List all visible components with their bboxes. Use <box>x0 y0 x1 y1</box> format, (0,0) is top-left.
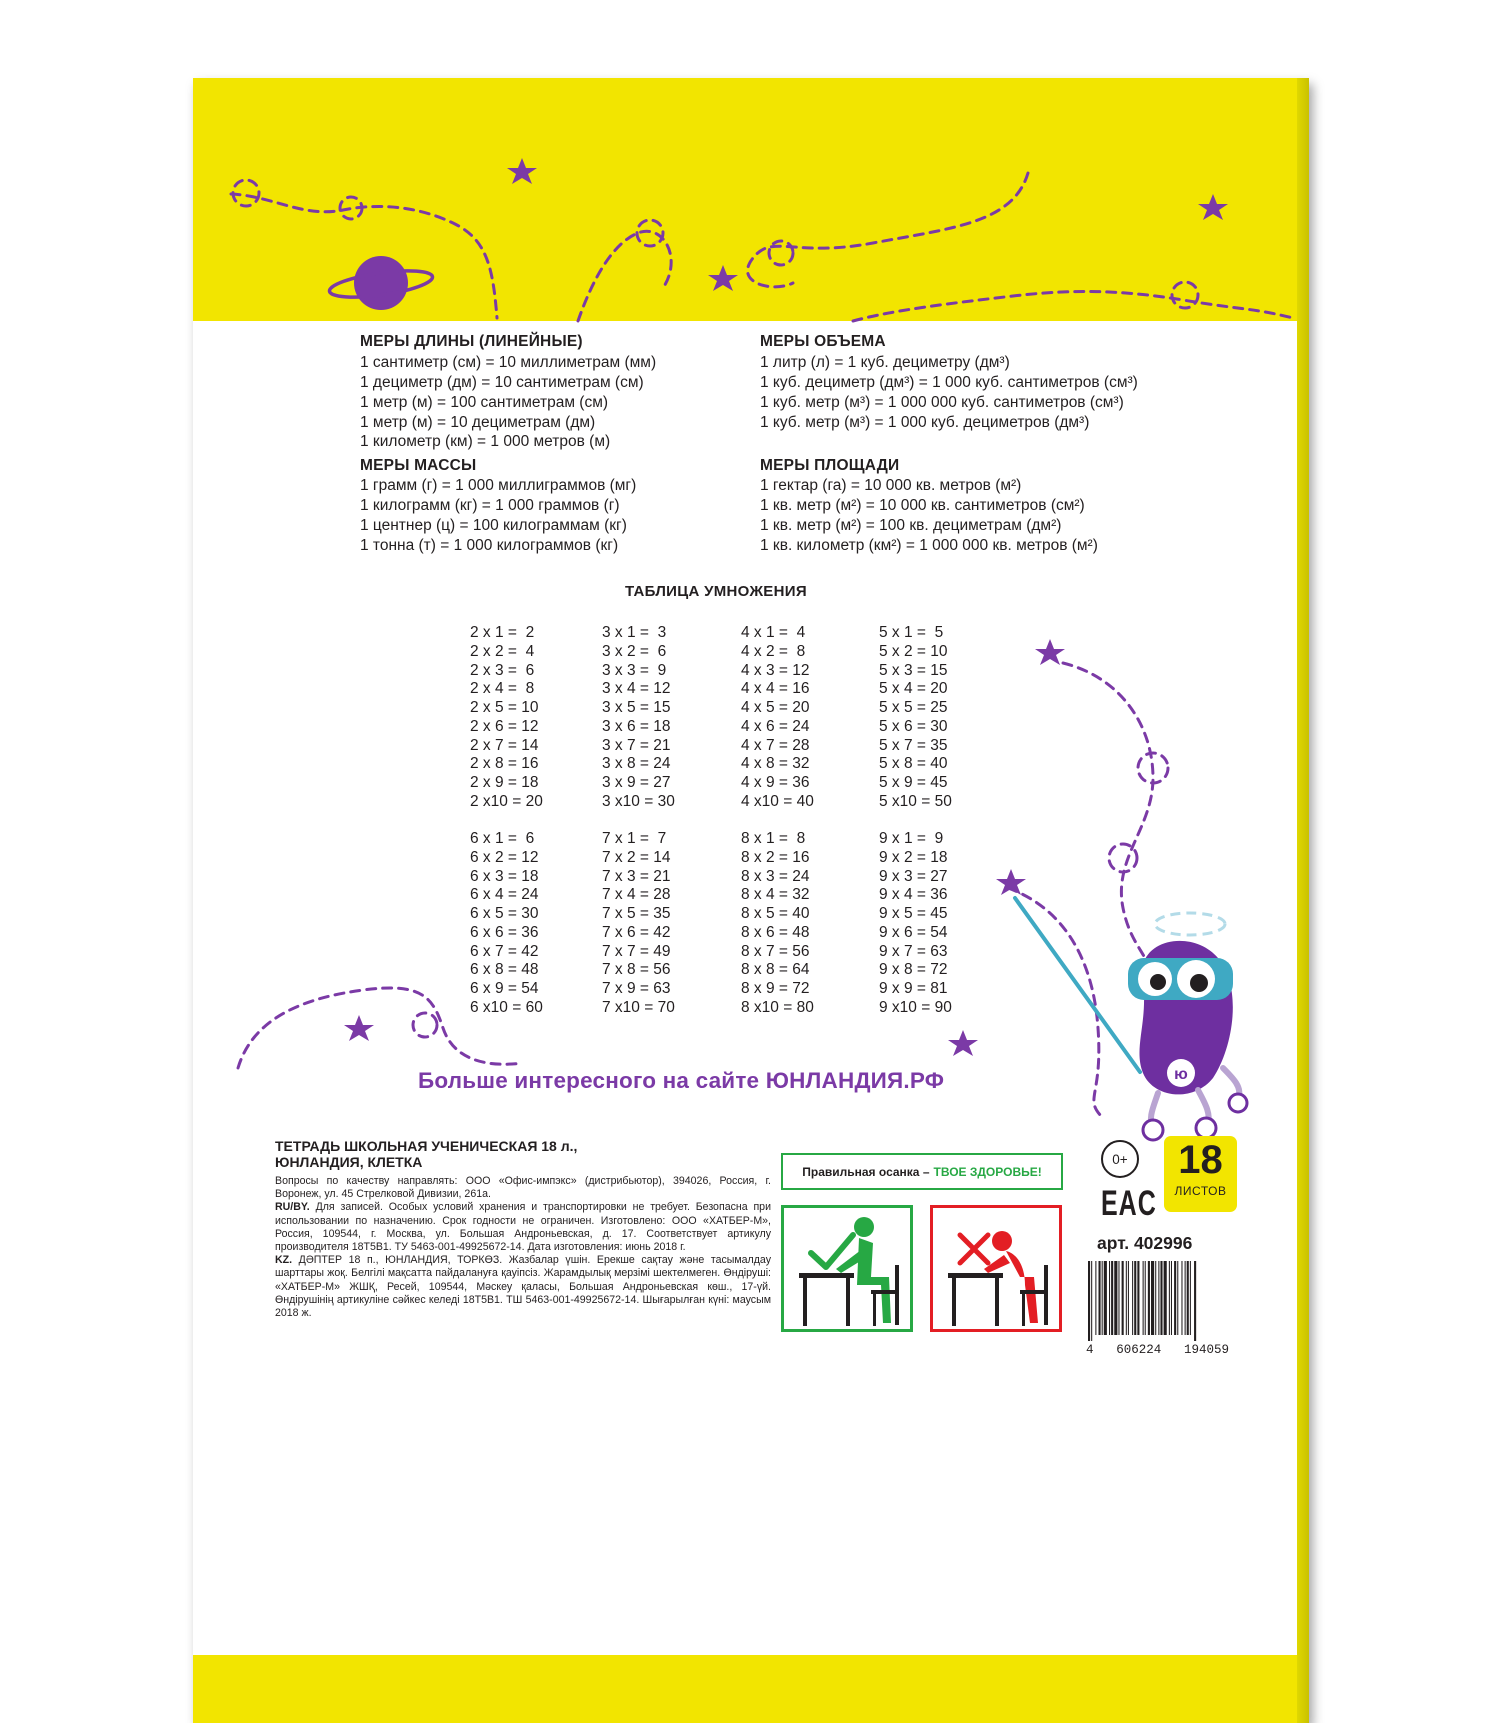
barcode-bar <box>1171 1261 1172 1335</box>
multiplication-row: 6 x 2 = 12 <box>470 848 539 866</box>
age-rating-badge: 0+ <box>1101 1140 1139 1178</box>
barcode-bar <box>1095 1261 1096 1335</box>
barcode-bar <box>1137 1261 1139 1335</box>
multiplication-row: 2 x 7 = 14 <box>470 736 539 754</box>
multiplication-row: 2 x 4 = 8 <box>470 680 535 698</box>
multiplication-column <box>470 830 543 1018</box>
star-icon <box>1198 194 1228 220</box>
legal-info <box>275 1175 771 1320</box>
barcode-digit-group: 4 <box>1086 1343 1094 1357</box>
multiplication-column <box>879 830 952 1018</box>
multiplication-row: 9 x10 = 90 <box>879 998 952 1016</box>
multiplication-row: 4 x 8 = 32 <box>741 755 810 773</box>
star-icon <box>708 265 738 291</box>
barcode-bar <box>1128 1261 1129 1335</box>
mass-line: 1 тонна (т) = 1 000 килограммов (кг) <box>360 537 619 554</box>
multiplication-row: 2 x 3 = 6 <box>470 661 535 679</box>
legal-lead: RU/BY. <box>275 1201 310 1214</box>
multiplication-row: 9 x 9 = 81 <box>879 980 948 997</box>
multiplication-row: 9 x 5 = 45 <box>879 905 948 922</box>
website-promo[interactable]: Больше интересного на сайте ЮНЛАНДИЯ.РФ <box>418 1068 945 1093</box>
volume-line: 1 куб. метр (м³) = 1 000 000 куб. сантиметров (см³) <box>760 394 1124 411</box>
barcode-bar <box>1126 1261 1127 1335</box>
barcode-bar <box>1169 1261 1170 1335</box>
barcode-bar <box>1148 1261 1150 1335</box>
posture-label: Правильная осанка – <box>802 1164 930 1179</box>
barcode-bar <box>1099 1261 1101 1335</box>
multiplication-row: 6 x 6 = 36 <box>470 923 539 941</box>
star-icon <box>1035 639 1065 665</box>
multiplication-row: 4 x 9 = 36 <box>741 774 810 791</box>
legal-lead: KZ. <box>275 1254 293 1267</box>
multiplication-row: 9 x 1 = 9 <box>879 830 944 847</box>
area-measures-title: МЕРЫ ПЛОЩАДИ <box>760 457 900 474</box>
planet-icon <box>328 256 434 310</box>
multiplication-row: 4 x 1 = 4 <box>741 624 806 641</box>
multiplication-row: 8 x 3 = 24 <box>741 867 810 885</box>
barcode-digit-group: 194059 <box>1183 1343 1229 1357</box>
multiplication-row: 9 x 3 = 27 <box>879 867 948 885</box>
barcode-bar <box>1177 1261 1178 1335</box>
multiplication-row: 2 x 1 = 2 <box>470 624 535 641</box>
star-icon <box>948 1030 978 1056</box>
multiplication-row: 3 x 4 = 12 <box>602 680 671 698</box>
multiplication-row: 8 x 8 = 64 <box>741 961 810 979</box>
mass-line: 1 центнер (ц) = 100 килограммам (кг) <box>360 517 627 534</box>
barcode-bar <box>1118 1261 1119 1335</box>
multiplication-row: 9 x 6 = 54 <box>879 923 948 941</box>
article-number: арт. 402996 <box>1097 1233 1193 1253</box>
multiplication-row: 5 x 7 = 35 <box>879 736 948 754</box>
barcode-bar <box>1151 1261 1154 1335</box>
multiplication-row: 3 x 8 = 24 <box>602 755 671 773</box>
multiplication-row: 4 x 2 = 8 <box>741 642 806 660</box>
multiplication-row: 4 x 7 = 28 <box>741 736 810 754</box>
multiplication-table-title: ТАБЛИЦА УМНОЖЕНИЯ <box>625 583 807 600</box>
volume-line: 1 куб. дециметр (дм³) = 1 000 куб. сантиметров (см³) <box>760 374 1138 391</box>
star-icon <box>996 869 1026 895</box>
multiplication-row: 7 x10 = 70 <box>602 998 675 1016</box>
multiplication-row: 8 x 1 = 8 <box>741 830 806 847</box>
area-line: 1 кв. метр (м²) = 100 кв. дециметрам (дм²) <box>760 517 1062 534</box>
multiplication-row: 8 x 5 = 40 <box>741 905 810 922</box>
length-line: 1 сантиметр (см) = 10 миллиметрам (мм) <box>360 354 657 371</box>
multiplication-row: 6 x 9 = 54 <box>470 980 539 997</box>
legal-paragraph <box>275 1201 771 1254</box>
legal-paragraph: Вопросы по качеству направлять: ООО «Офис-импэкс» (дистрибьютор), 394026, Россия, г. Воронеж, ул. 45 Стрелковой Дивизии, 261а. <box>275 1175 771 1201</box>
multiplication-row: 5 x 1 = 5 <box>879 624 944 641</box>
length-line: 1 дециметр (дм) = 10 сантиметрам (см) <box>360 374 644 391</box>
multiplication-row: 6 x 7 = 42 <box>470 942 539 960</box>
multiplication-row: 6 x10 = 60 <box>470 998 543 1016</box>
legal-text: Для записей. Особых условий хранения и транспортировки не требует. Безопасна при использовании по назначению. Срок годности не ограничен. Изготовлено: ООО «ХАТБЕР-М», Россия, 109544, г. Москва, ул. Большая Андроньевская, д. 17. Соответствует артикулу производителя 18Т5В1. ТУ 5463-001-49925672-14. Дата изготовления: июнь 2018 г. <box>275 1201 771 1254</box>
barcode-bar <box>1132 1261 1133 1335</box>
multiplication-column <box>470 624 543 812</box>
multiplication-column <box>602 624 675 812</box>
barcode-bar <box>1088 1261 1090 1341</box>
multiplication-row: 2 x 2 = 4 <box>470 642 535 660</box>
multiplication-row: 2 x 6 = 12 <box>470 717 539 735</box>
barcode-bar <box>1143 1261 1144 1335</box>
multiplication-row: 8 x10 = 80 <box>741 998 814 1016</box>
multiplication-row: 4 x 4 = 16 <box>741 680 810 698</box>
product-title <box>275 1139 695 1170</box>
multiplication-column <box>741 830 814 1018</box>
multiplication-row: 2 x10 = 20 <box>470 792 543 810</box>
barcode <box>1086 1261 1229 1341</box>
mascot-badge-letter: ю <box>1174 1066 1188 1083</box>
multiplication-row: 7 x 7 = 49 <box>602 942 671 960</box>
barcode-digits <box>1086 1343 1229 1357</box>
multiplication-row: 6 x 5 = 30 <box>470 905 539 922</box>
barcode-bar <box>1190 1261 1191 1335</box>
volume-line: 1 литр (л) = 1 куб. дециметру (дм³) <box>760 354 1010 371</box>
multiplication-row: 3 x 3 = 9 <box>602 661 667 679</box>
certification-marks <box>1101 1140 1157 1224</box>
barcode-bar <box>1164 1261 1167 1335</box>
multiplication-row: 2 x 9 = 18 <box>470 774 539 791</box>
multiplication-row: 5 x 4 = 20 <box>879 680 948 698</box>
star-icon <box>507 158 537 184</box>
area-line: 1 кв. километр (км²) = 1 000 000 кв. метров (м²) <box>760 537 1098 554</box>
multiplication-row: 4 x10 = 40 <box>741 792 814 810</box>
multiplication-row: 5 x 8 = 40 <box>879 755 948 773</box>
notebook-back-cover <box>193 78 1309 1723</box>
multiplication-row: 8 x 9 = 72 <box>741 980 810 997</box>
area-line: 1 кв. метр (м²) = 10 000 кв. сантиметров (см²) <box>760 497 1085 514</box>
barcode-bar <box>1181 1261 1182 1335</box>
multiplication-row: 5 x 9 = 45 <box>879 774 948 791</box>
sheets-count-badge <box>1164 1136 1237 1212</box>
multiplication-row: 7 x 8 = 56 <box>602 961 671 979</box>
multiplication-column <box>879 624 952 812</box>
barcode-bar <box>1158 1261 1159 1335</box>
mass-line: 1 килограмм (кг) = 1 000 граммов (г) <box>360 497 620 514</box>
multiplication-row: 4 x 5 = 20 <box>741 699 810 716</box>
barcode-bar <box>1104 1261 1107 1335</box>
barcode-bar <box>1122 1261 1124 1335</box>
multiplication-row: 9 x 4 = 36 <box>879 886 948 904</box>
posture-badge <box>781 1153 1063 1190</box>
barcode-bar <box>1145 1261 1146 1335</box>
barcode-bar <box>1194 1261 1196 1341</box>
multiplication-row: 7 x 4 = 28 <box>602 886 671 904</box>
posture-accent: ТВОЕ ЗДОРОВЬЕ! <box>933 1164 1042 1179</box>
star-icon <box>344 1015 374 1041</box>
multiplication-row: 3 x 2 = 6 <box>602 642 667 660</box>
multiplication-row: 7 x 3 = 21 <box>602 867 671 885</box>
barcode-bar <box>1187 1261 1189 1335</box>
mass-line: 1 грамм (г) = 1 000 миллиграммов (мг) <box>360 477 637 494</box>
length-measures-title: МЕРЫ ДЛИНЫ (ЛИНЕЙНЫЕ) <box>360 333 583 350</box>
multiplication-row: 4 x 6 = 24 <box>741 717 810 735</box>
multiplication-row: 3 x 5 = 15 <box>602 699 671 716</box>
mass-measures-title: МЕРЫ МАССЫ <box>360 457 477 474</box>
barcode-bar <box>1134 1261 1136 1335</box>
barcode-bar <box>1109 1261 1110 1335</box>
product-title-line: ТЕТРАДЬ ШКОЛЬНАЯ УЧЕНИЧЕСКАЯ 18 л., <box>275 1138 578 1154</box>
multiplication-row: 6 x 8 = 48 <box>470 961 539 979</box>
multiplication-row: 5 x 2 = 10 <box>879 642 948 660</box>
multiplication-row: 7 x 6 = 42 <box>602 923 671 941</box>
length-line: 1 метр (м) = 10 дециметрам (дм) <box>360 414 596 431</box>
legal-text: ДӘПТЕР 18 п., ЮНЛАНДИЯ, ТОРКӨЗ. Жазбалар үшін. Ерекше сақтау және тасымалдау шарттары жоқ. Белгілі мақсатта пайдалануға қауіпсіз. Жарамдылық мерзімі шектелмеген. Өндіруші: «ХАТБЕР-М» ЖШҚ, Ресей, 109544, Мәскеу қаласы, Большая Андроньевская көш., 17-үй. Өндірушінің артикуліне сәйкес келеді 18Т5В1. ТШ 5463-001-49925672-14. Шығарылған күні: маусым 2018 ж. <box>275 1254 771 1320</box>
multiplication-row: 3 x 7 = 21 <box>602 736 671 754</box>
multiplication-row: 7 x 5 = 35 <box>602 905 671 922</box>
multiplication-row: 7 x 2 = 14 <box>602 848 671 866</box>
multiplication-row: 8 x 7 = 56 <box>741 942 810 960</box>
multiplication-row: 6 x 4 = 24 <box>470 886 539 904</box>
multiplication-row: 3 x 6 = 18 <box>602 717 671 735</box>
multiplication-row: 5 x 5 = 25 <box>879 699 948 716</box>
multiplication-row: 9 x 8 = 72 <box>879 961 948 979</box>
multiplication-row: 3 x 9 = 27 <box>602 774 671 791</box>
multiplication-row: 6 x 3 = 18 <box>470 867 539 885</box>
barcode-bar <box>1155 1261 1156 1335</box>
length-line: 1 километр (км) = 1 000 метров (м) <box>360 433 611 450</box>
multiplication-column <box>602 830 675 1018</box>
multiplication-row: 2 x 5 = 10 <box>470 699 539 716</box>
legal-paragraph <box>275 1254 771 1320</box>
barcode-bar <box>1111 1261 1113 1335</box>
multiplication-row: 7 x 9 = 63 <box>602 980 671 997</box>
multiplication-row: 3 x10 = 30 <box>602 792 675 810</box>
length-line: 1 метр (м) = 100 сантиметрам (см) <box>360 394 609 411</box>
multiplication-row: 5 x10 = 50 <box>879 792 952 810</box>
mascot-character <box>1128 913 1247 1140</box>
multiplication-row: 8 x 6 = 48 <box>741 923 810 941</box>
barcode-bar <box>1174 1261 1176 1335</box>
multiplication-row: 4 x 3 = 12 <box>741 661 810 679</box>
multiplication-row: 7 x 1 = 7 <box>602 830 667 847</box>
pointer-stick <box>1015 898 1140 1072</box>
multiplication-row: 5 x 6 = 30 <box>879 717 948 735</box>
multiplication-row: 5 x 3 = 15 <box>879 661 948 679</box>
multiplication-row: 2 x 8 = 16 <box>470 755 539 773</box>
area-line: 1 гектар (га) = 10 000 кв. метров (м²) <box>760 477 1022 494</box>
eac-mark: EAC <box>1101 1184 1157 1224</box>
multiplication-row: 8 x 2 = 16 <box>741 848 810 866</box>
multiplication-row: 9 x 2 = 18 <box>879 848 948 866</box>
barcode-digit-group: 606224 <box>1116 1343 1162 1357</box>
volume-measures-title: МЕРЫ ОБЪЕМА <box>760 333 886 350</box>
correct-posture-box <box>781 1205 913 1332</box>
barcode-bar <box>1091 1261 1092 1341</box>
barcode-bar <box>1102 1261 1103 1335</box>
barcode-bar <box>1185 1261 1186 1335</box>
sheets-label: ЛИСТОВ <box>1174 1184 1227 1198</box>
multiplication-row: 9 x 7 = 63 <box>879 942 948 960</box>
multiplication-column <box>741 624 814 812</box>
volume-line: 1 куб. метр (м³) = 1 000 куб. дециметров (дм³) <box>760 414 1090 431</box>
multiplication-row: 6 x 1 = 6 <box>470 830 535 847</box>
barcode-bar <box>1114 1261 1117 1335</box>
multiplication-row: 8 x 4 = 32 <box>741 886 810 904</box>
product-title-line: ЮНЛАНДИЯ, КЛЕТКА <box>275 1153 423 1170</box>
barcode-bar <box>1160 1261 1162 1335</box>
sheets-number: 18 <box>1178 1138 1223 1182</box>
multiplication-row: 3 x 1 = 3 <box>602 624 667 641</box>
incorrect-posture-box <box>930 1205 1062 1332</box>
